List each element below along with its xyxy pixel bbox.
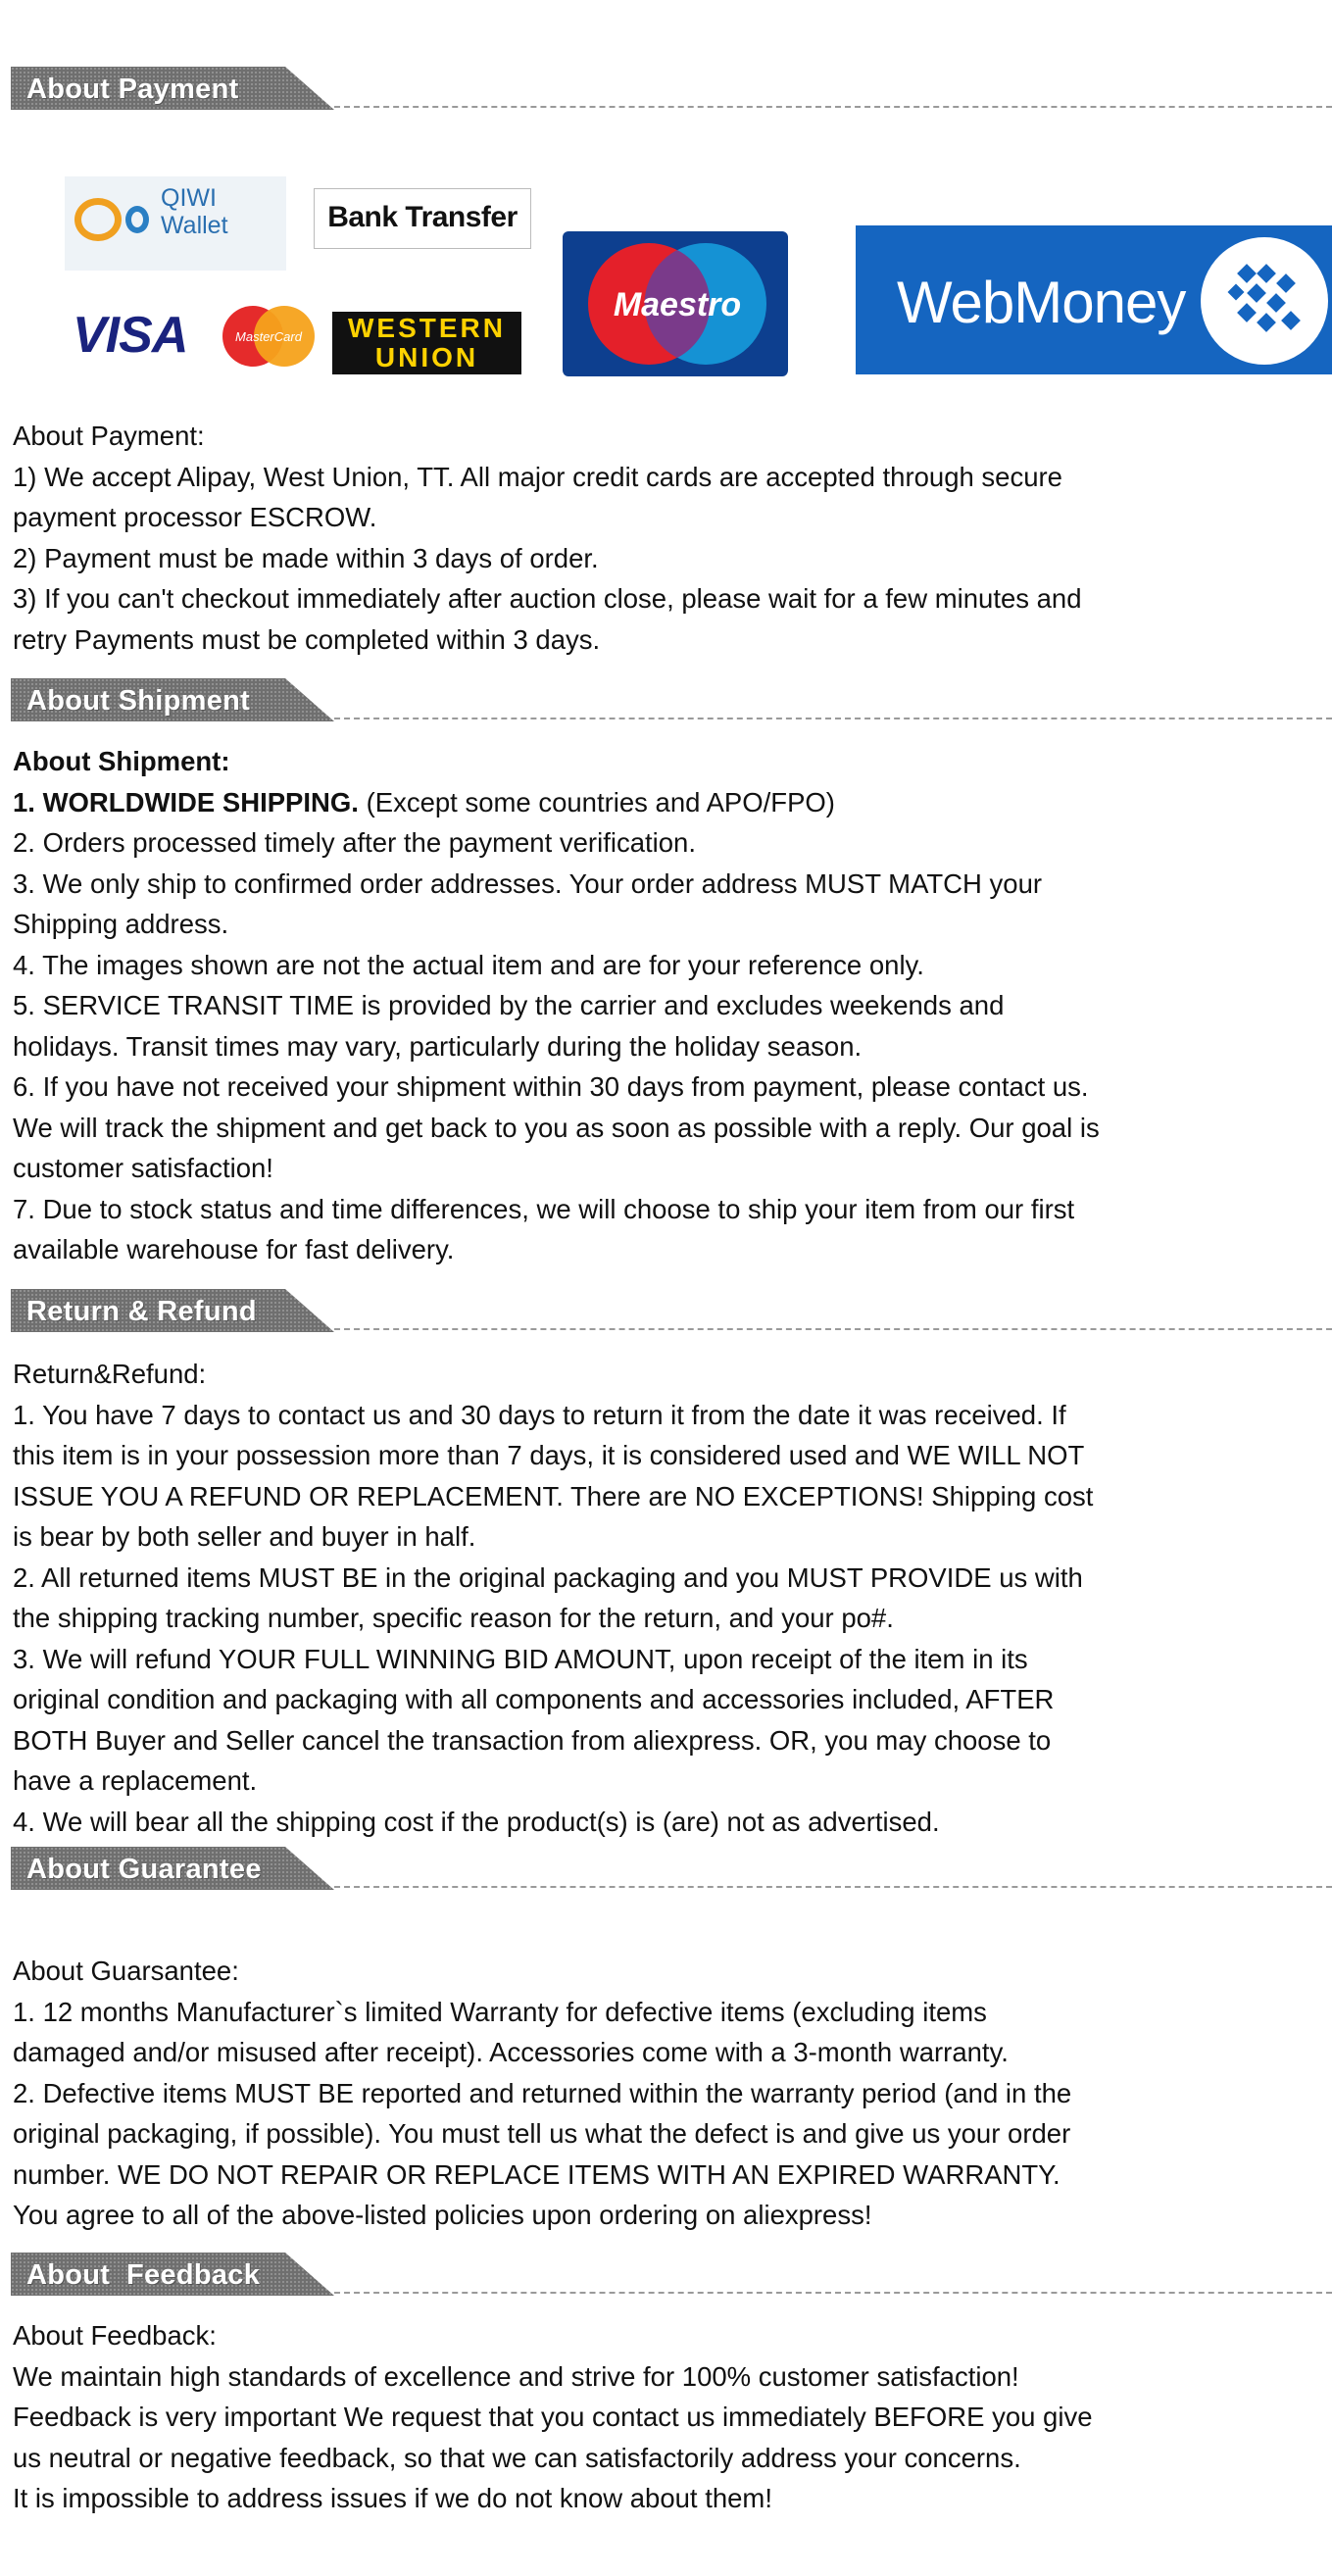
section-title: About Shipment: [26, 685, 251, 717]
section-header-shipment: [11, 678, 1332, 723]
webmoney-globe-icon: [1201, 237, 1328, 365]
payment-line: 2) Payment must be made within 3 days of order.: [13, 542, 599, 573]
feedback-text: [13, 2315, 1101, 2519]
shipment-text: [13, 741, 1101, 1270]
header-tab: [11, 67, 334, 112]
shipment-line: 2. Orders processed timely after the payment verification.: [13, 827, 696, 858]
guarantee-title: About Guarsantee:: [13, 1956, 239, 1986]
feedback-title: About Feedback:: [13, 2320, 217, 2351]
shipment-line: 3. We only ship to confirmed order addresses. Your order address MUST MATCH your Shipping address.: [13, 867, 1043, 939]
payment-logos: [0, 157, 1332, 402]
section-header-refund: [11, 1289, 1332, 1334]
shipment-line: 7. Due to stock status and time differences, we will choose to ship your item from our first available warehouse for fast delivery.: [13, 1193, 1075, 1264]
refund-line: 4. We will bear all the shipping cost if the product(s) is (are) not as advertised.: [13, 1806, 940, 1837]
shipment-line: 5. SERVICE TRANSIT TIME is provided by the carrier and excludes weekends and holidays. Transit times may vary, particularly during the holiday season.: [13, 990, 1005, 1062]
dashed-divider: [334, 1328, 1332, 1330]
dashed-divider: [334, 718, 1332, 719]
dashed-divider: [334, 106, 1332, 108]
refund-title: Return&Refund:: [13, 1359, 207, 1389]
section-title: About Payment: [26, 74, 239, 105]
visa-logo: VISA: [73, 307, 188, 364]
dashed-divider: [334, 1886, 1332, 1888]
guarantee-line: 2. Defective items MUST BE reported and returned within the warranty period (and in the original packaging, if possible). You must tell us what the defect is and give us your order number. WE DO NOT REPAIR OR REPLACE ITEMS WITH AN EXPIRED WARRANTY. You agree to all of the above-listed policies upon ordering on aliexpress!: [13, 2077, 1072, 2230]
section-title: Return & Refund: [26, 1296, 257, 1327]
dashed-divider: [334, 2292, 1332, 2294]
payment-line: 3) If you can't checkout immediately after auction close, please wait for a few minutes and retry Payments must be completed within 3 days.: [13, 583, 1082, 655]
feedback-line: It is impossible to address issues if we do not know about them!: [13, 2483, 772, 2513]
section-title: About Feedback: [26, 2259, 261, 2291]
shipment-title: About Shipment:: [13, 746, 230, 776]
payment-line: 1) We accept Alipay, West Union, TT. All major credit cards are accepted through secure payment processor ESCROW.: [13, 461, 1062, 532]
refund-text: [13, 1354, 1101, 1842]
section-header-guarantee: [11, 1847, 1332, 1892]
section-header-payment: [11, 67, 1332, 112]
payment-text: [13, 416, 1101, 660]
refund-line: 3. We will refund YOUR FULL WINNING BID AMOUNT, upon receipt of the item in its original condition and packaging with all components and accessories included, AFTER BOTH Buyer and Seller cancel the transaction from aliexpress. OR, you may choose to have a replacement.: [13, 1643, 1055, 1796]
feedback-line: Feedback is very important We request that you contact us immediately BEFORE you give us neutral or negative feedback, so that we can satisfactorily address your concerns.: [13, 2402, 1093, 2473]
refund-line: 2. All returned items MUST BE in the original packaging and you MUST PROVIDE us with the shipping tracking number, specific reason for the return, and your po#.: [13, 1561, 1083, 1633]
shipment-line: 6. If you have not received your shipment within 30 days from payment, please contact us. We will track the shipment and get back to you as soon as possible with a reply. Our goal is customer satisfaction!: [13, 1071, 1100, 1183]
svg-text:MasterCard: MasterCard: [235, 329, 302, 344]
payment-title: About Payment:: [13, 421, 205, 451]
mastercard-logo: [218, 304, 320, 369]
guarantee-text: [13, 1951, 1101, 2236]
section-header-feedback: [11, 2253, 1332, 2298]
section-title: About Guarantee: [26, 1854, 262, 1885]
shipment-line: 4. The images shown are not the actual item and are for your reference only.: [13, 949, 924, 980]
bank-transfer-logo: Bank Transfer: [314, 188, 531, 249]
feedback-line: We maintain high standards of excellence and strive for 100% customer satisfaction!: [13, 2360, 1019, 2392]
refund-line: 1. You have 7 days to contact us and 30 days to return it from the date it was received. If this item is in your possession more than 7 days, it is considered used and WE WILL NOT ISSUE YOU A REFUND OR REPLACEMENT. There are NO EXCEPTIONS! Shipping cost is bear by both seller and buyer in half.: [13, 1399, 1094, 1552]
shipment-line: 1. WORLDWIDE SHIPPING. (Except some countries and APO/FPO): [13, 786, 835, 817]
webmoney-logo: WebMoney: [856, 225, 1332, 374]
guarantee-line: 1. 12 months Manufacturer`s limited Warranty for defective items (excluding items damaged and/or misused after receipt). Accessories come with a 3-month warranty.: [13, 1996, 1009, 2067]
maestro-logo: [563, 231, 788, 376]
svg-text:Maestro: Maestro: [613, 286, 742, 323]
western-union-logo: WESTERN UNION: [332, 312, 521, 374]
qiwi-wallet-logo: QIWI Wallet: [65, 176, 286, 271]
